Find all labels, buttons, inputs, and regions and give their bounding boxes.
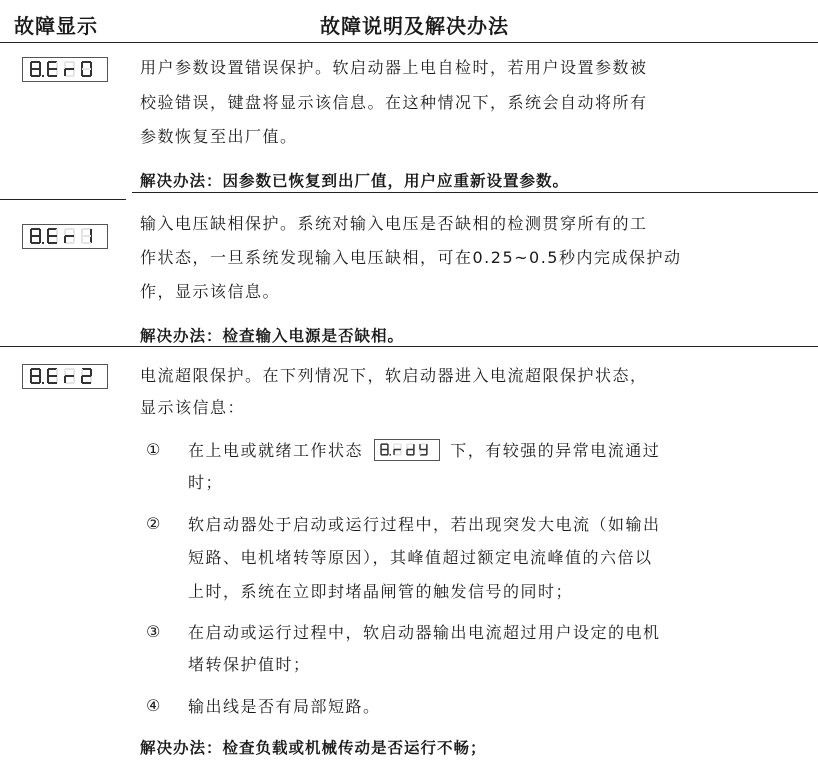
- lcd-segment: [394, 454, 401, 456]
- fault-description-line: 作，显示该信息。: [140, 282, 281, 301]
- fault-code-display-er2: [22, 364, 108, 389]
- lcd-segment: [31, 368, 40, 370]
- lcd-segment: [31, 61, 40, 63]
- lcd-segment: [65, 375, 74, 377]
- lcd-segment: [82, 75, 91, 77]
- row-divider: [0, 346, 818, 347]
- list-item-number: ③: [146, 622, 161, 641]
- lcd-segment: [31, 382, 40, 384]
- lcd-segment: [400, 444, 402, 449]
- fault-solution: 解决办法：检查输入电源是否缺相。: [140, 327, 405, 345]
- lcd-segment: [387, 449, 389, 454]
- lcd-segment: [81, 236, 83, 243]
- lcd-segment: [73, 369, 75, 376]
- lcd-segment: [407, 454, 414, 456]
- lcd-segment: [82, 375, 91, 377]
- lcd-segment: [90, 62, 92, 69]
- lcd-segment: [426, 449, 428, 454]
- lcd-segment: [39, 369, 41, 376]
- lcd-segment: [48, 75, 57, 77]
- lcd-segment: [81, 376, 83, 383]
- list-item-line: 时；: [188, 473, 224, 492]
- list-item-number: ①: [146, 440, 161, 459]
- fault-solution: 解决办法：因参数已恢复到出厂值，用户应重新设置参数。: [140, 172, 570, 190]
- lcd-segment: [81, 62, 83, 69]
- lcd-segment: [56, 369, 58, 376]
- list-item-line: [188, 438, 660, 463]
- lcd-segment: [426, 444, 428, 449]
- lcd-segment: [419, 449, 421, 454]
- lcd-segment: [47, 229, 49, 236]
- lcd-segment: [30, 236, 32, 243]
- lcd-segment: [406, 449, 408, 454]
- fault-description-line: 参数恢复至出厂值。: [140, 127, 298, 146]
- lcd-segment: [64, 236, 66, 243]
- lcd-segment: [420, 454, 427, 456]
- lcd-segment: [65, 68, 74, 70]
- lcd-segment: [39, 69, 41, 76]
- fault-description-line: 校验错误，键盘将显示该信息。在这种情况下，系统会自动将所有: [140, 93, 648, 112]
- lcd-segment: [64, 369, 66, 376]
- lcd-segment: [394, 448, 401, 450]
- list-item-text: 在上电或就绪工作状态: [188, 441, 364, 460]
- lcd-segment: [393, 444, 395, 449]
- lcd-segment: [73, 229, 75, 236]
- lcd-segment: [90, 369, 92, 376]
- lcd-segment: [413, 444, 415, 449]
- lcd-segment: [381, 448, 388, 450]
- list-item-line: 上时，系统在立即封堵晶闸管的触发信号的同时；: [188, 582, 574, 601]
- lcd-segment: [413, 449, 415, 454]
- lcd-segment: [82, 68, 91, 70]
- lcd-segment: [47, 236, 49, 243]
- list-item-text: 下，有较强的异常电流通过: [450, 441, 661, 460]
- lcd-segment: [56, 236, 58, 243]
- list-item-line: 软启动器处于启动或运行过程中，若出现突发大电流（如输出: [188, 515, 661, 534]
- lcd-segment: [31, 242, 40, 244]
- lcd-segment: [82, 228, 91, 230]
- lcd-segment: [31, 375, 40, 377]
- lcd-segment: [48, 68, 57, 70]
- lcd-segment: [65, 382, 74, 384]
- lcd-dot: [42, 242, 44, 244]
- lcd-segment: [48, 235, 57, 237]
- lcd-segment: [39, 236, 41, 243]
- lcd-segment: [419, 444, 421, 449]
- lcd-segment: [90, 229, 92, 236]
- fault-description-line: 电流超限保护。在下列情况下，软启动器进入电流超限保护状态，: [140, 366, 648, 385]
- inline-code-display-rdy: [374, 439, 440, 461]
- lcd-segment: [82, 368, 91, 370]
- fault-description-line: 显示该信息：: [140, 398, 246, 417]
- list-item-line: 短路、电机堵转等原因），其峰值超过额定电流峰值的六倍以: [188, 548, 653, 567]
- lcd-segment: [31, 228, 40, 230]
- lcd-segment: [82, 61, 91, 63]
- lcd-segment: [81, 369, 83, 376]
- fault-code-display-er0: [22, 57, 108, 82]
- list-item-line: 堵转保护值时；: [188, 655, 311, 674]
- list-item-number: ②: [146, 514, 161, 533]
- list-item-line: 输出线是否有局部短路。: [188, 697, 381, 716]
- lcd-segment: [48, 382, 57, 384]
- lcd-segment: [30, 229, 32, 236]
- lcd-segment: [56, 376, 58, 383]
- lcd-segment: [31, 75, 40, 77]
- lcd-segment: [393, 449, 395, 454]
- lcd-segment: [407, 448, 414, 450]
- lcd-segment: [381, 454, 388, 456]
- table-header: [0, 10, 818, 40]
- fault-description-line: 用户参数设置错误保护。软启动器上电自检时，若用户设置参数被: [140, 58, 648, 77]
- lcd-segment: [400, 449, 402, 454]
- lcd-segment: [30, 69, 32, 76]
- fault-description-line: 作状态，一旦系统发现输入电压缺相，可在0.25~0.5秒内完成保护动: [140, 248, 682, 267]
- list-item-number: ④: [146, 696, 161, 715]
- lcd-segment: [73, 62, 75, 69]
- fault-description-line: 输入电压缺相保护。系统对输入电压是否缺相的检测贯穿所有的工: [140, 214, 648, 233]
- lcd-segment: [381, 443, 388, 445]
- fault-solution: 解决办法：检查负载或机械传动是否运行不畅；: [140, 739, 487, 757]
- lcd-segment: [48, 375, 57, 377]
- lcd-segment: [90, 69, 92, 76]
- lcd-segment: [31, 235, 40, 237]
- lcd-segment: [73, 69, 75, 76]
- lcd-segment: [90, 376, 92, 383]
- lcd-dot: [42, 75, 44, 77]
- lcd-segment: [81, 69, 83, 76]
- lcd-segment: [394, 443, 401, 445]
- lcd-segment: [64, 69, 66, 76]
- lcd-segment: [82, 382, 91, 384]
- lcd-segment: [380, 444, 382, 449]
- lcd-segment: [65, 242, 74, 244]
- lcd-segment: [65, 368, 74, 370]
- lcd-segment: [30, 62, 32, 69]
- lcd-dot: [42, 382, 44, 384]
- lcd-segment: [31, 68, 40, 70]
- lcd-segment: [406, 444, 408, 449]
- lcd-segment: [387, 444, 389, 449]
- lcd-segment: [65, 75, 74, 77]
- lcd-segment: [47, 62, 49, 69]
- lcd-segment: [65, 235, 74, 237]
- lcd-segment: [90, 236, 92, 243]
- lcd-segment: [56, 62, 58, 69]
- lcd-segment: [47, 369, 49, 376]
- solution-divider: [132, 192, 818, 193]
- lcd-segment: [48, 368, 57, 370]
- row-divider: [0, 199, 126, 200]
- lcd-segment: [30, 369, 32, 376]
- lcd-segment: [65, 228, 74, 230]
- lcd-segment: [56, 69, 58, 76]
- lcd-segment: [420, 443, 427, 445]
- lcd-segment: [39, 62, 41, 69]
- lcd-segment: [47, 376, 49, 383]
- header-divider: [0, 42, 818, 43]
- lcd-segment: [56, 229, 58, 236]
- lcd-segment: [65, 61, 74, 63]
- lcd-segment: [64, 376, 66, 383]
- header-fault-display: 故障显示: [14, 14, 98, 38]
- lcd-segment: [73, 236, 75, 243]
- lcd-segment: [39, 376, 41, 383]
- lcd-segment: [47, 69, 49, 76]
- lcd-segment: [82, 235, 91, 237]
- lcd-segment: [30, 376, 32, 383]
- lcd-segment: [48, 61, 57, 63]
- lcd-segment: [48, 228, 57, 230]
- lcd-segment: [420, 448, 427, 450]
- lcd-segment: [407, 443, 414, 445]
- lcd-dot: [389, 454, 391, 456]
- lcd-segment: [39, 229, 41, 236]
- lcd-segment: [81, 229, 83, 236]
- lcd-segment: [380, 449, 382, 454]
- lcd-segment: [64, 229, 66, 236]
- list-item-line: 在启动或运行过程中，软启动器输出电流超过用户设定的电机: [188, 623, 661, 642]
- header-fault-description: 故障说明及解决办法: [320, 14, 509, 38]
- lcd-segment: [48, 242, 57, 244]
- lcd-segment: [64, 62, 66, 69]
- lcd-segment: [73, 376, 75, 383]
- fault-code-display-er1: [22, 224, 108, 249]
- lcd-segment: [82, 242, 91, 244]
